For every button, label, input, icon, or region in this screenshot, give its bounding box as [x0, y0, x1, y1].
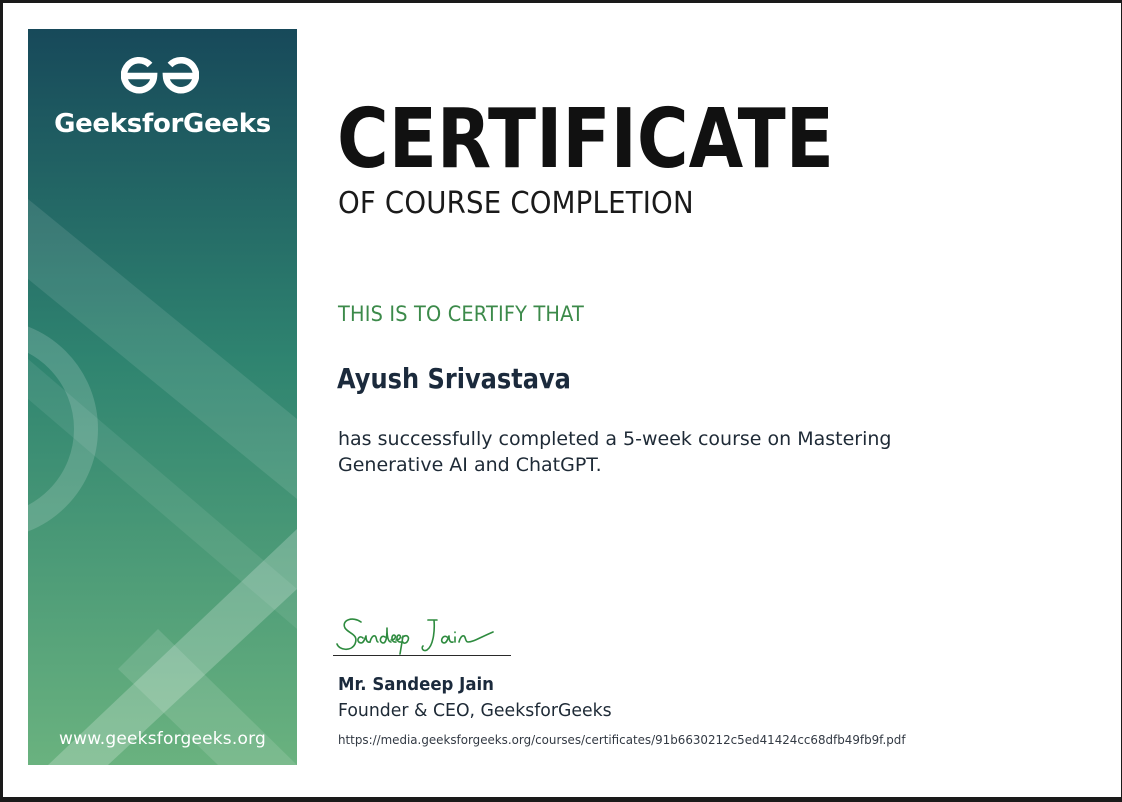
recipient-name: Ayush Srivastava [337, 362, 571, 395]
brand-banner [28, 29, 297, 765]
certify-line: THIS IS TO CERTIFY THAT [338, 302, 585, 326]
signatory-name: Mr. Sandeep Jain [338, 674, 494, 695]
signature-line [333, 655, 511, 656]
verification-url[interactable]: https://media.geeksforgeeks.org/courses/certificates/91b6630212c5ed41424cc68dfb49fb9f.pdf [338, 732, 906, 747]
website-link[interactable]: www.geeksforgeeks.org [59, 729, 266, 749]
course-description: has successfully completed a 5-week course on Mastering Generative AI and ChatGPT. [338, 428, 892, 476]
signatory-role: Founder & CEO, GeeksforGeeks [338, 700, 612, 721]
certificate-title: CERTIFICATE [337, 92, 834, 187]
signature-image [333, 612, 513, 658]
gfg-logo-icon [121, 54, 199, 98]
certificate-subtitle: OF COURSE COMPLETION [338, 186, 694, 221]
banner-background [28, 29, 297, 765]
brand-name: GeeksforGeeks [54, 109, 271, 139]
